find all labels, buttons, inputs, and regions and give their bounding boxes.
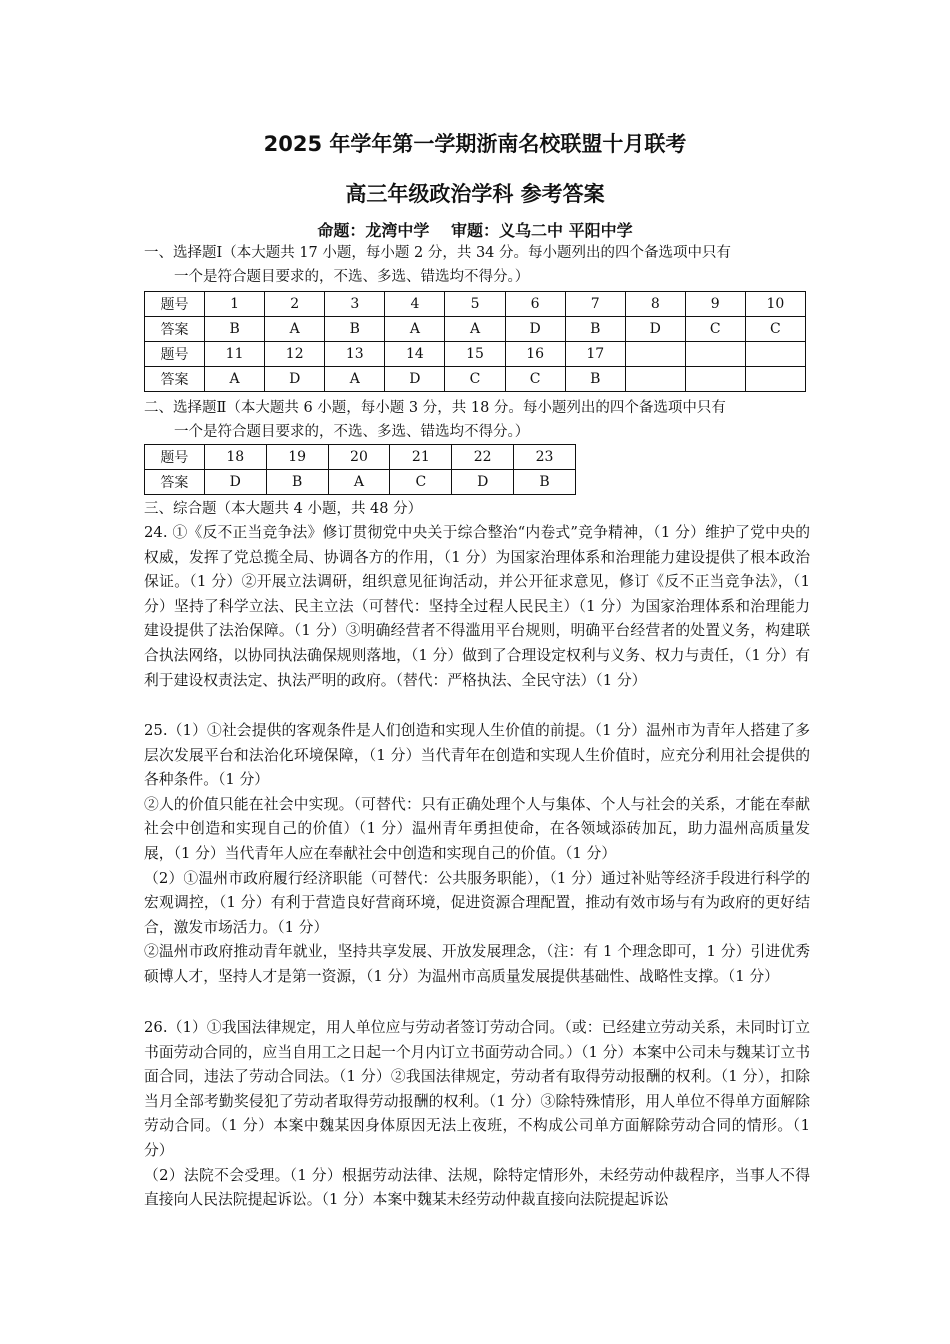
section1-answer-table — [144, 291, 806, 392]
answer-cell: D — [452, 470, 514, 495]
answer-cell: A — [205, 367, 265, 392]
section2-heading-line2: 一个是符合题目要求的，不选、多选、错选均不得分。） — [174, 424, 530, 440]
answer-cell: C — [445, 367, 505, 392]
answer-cell: B — [266, 470, 328, 495]
answer-cell: A — [325, 367, 385, 392]
question-number-row — [145, 342, 806, 367]
answer-cell: A — [265, 317, 325, 342]
question-number-cell: 19 — [266, 445, 328, 470]
answer-cell: A — [445, 317, 505, 342]
question-25-part1-point2: ②人的价值只能在社会中实现。（可替代：只有正确处理个人与集体、个人与社会的关系，才能在奉献社会中创造和实现自己的价值）（1 分）温州青年勇担使命，在各领域添砖加瓦，助力温州高质量发展，（1 分）当代青年人应在奉献社会中创造和实现自己的价值。（1 分） — [144, 795, 810, 862]
question-number-cell: 16 — [505, 342, 565, 367]
section2-heading — [144, 396, 824, 444]
question-25-part2-point1: （2）①温州市政府履行经济职能（可替代：公共服务职能），（1 分）通过补贴等经济手段进行科学的宏观调控，（1 分）有利于营造良好营商环境，促进资源合理配置，推动有效市场与有为政府的更好结合，激发市场活力。（1 分） — [144, 869, 810, 936]
answer-cell: D — [265, 367, 325, 392]
answer-cell: D — [625, 317, 685, 342]
question-number-cell: 23 — [514, 445, 576, 470]
answer-row — [145, 470, 576, 495]
answer-row — [145, 317, 806, 342]
answer-cell — [625, 367, 685, 392]
question-number-cell: 14 — [385, 342, 445, 367]
question-number-cell: 9 — [685, 292, 745, 317]
row-label-question: 题号 — [145, 342, 205, 367]
question-number-cell — [745, 342, 805, 367]
question-25-part2-point2: ②温州市政府推动青年就业，坚持共享发展、开放发展理念，（注：有 1 个理念即可，1 分）引进优秀硕博人才，坚持人才是第一资源，（1 分）为温州市高质量发展提供基础性、战略性支撑。（1 分） — [144, 943, 810, 985]
question-number-row — [145, 292, 806, 317]
answer-cell: C — [390, 470, 452, 495]
question-number-cell: 5 — [445, 292, 505, 317]
answer-cell: B — [514, 470, 576, 495]
question-24-answer — [144, 521, 810, 693]
question-number-cell — [685, 342, 745, 367]
row-label-question: 题号 — [145, 445, 205, 470]
question-number-cell: 11 — [205, 342, 265, 367]
row-label-answer: 答案 — [145, 317, 205, 342]
question-number-cell: 17 — [565, 342, 625, 367]
question-number-cell: 22 — [452, 445, 514, 470]
answer-cell — [685, 367, 745, 392]
question-number-cell: 12 — [265, 342, 325, 367]
section2-answer-table — [144, 444, 576, 495]
answer-cell: B — [565, 317, 625, 342]
question-26-answer — [144, 1016, 810, 1213]
question-26-part1: 26.（1）①我国法律规定，用人单位应与劳动者签订劳动合同。（或：已经建立劳动关系，未同时订立书面劳动合同的，应当自用工之日起一个月内订立书面劳动合同。）（1 分）本案中公司未与魏某订立书面合同，违法了劳动合同法。（1 分）②我国法律规定，劳动者有取得劳动报酬的权利。（1 分），扣除当月全部考勤奖侵犯了劳动者取得劳动报酬的权利。（1 分）③除特殊情形，用人单位不得单方面解除劳动合同。（1 分）本案中魏某因身体原因无法上夜班，不构成公司单方面解除劳动合同的情形。（1 分） — [144, 1019, 810, 1159]
question-number-cell: 10 — [745, 292, 805, 317]
answer-cell: C — [505, 367, 565, 392]
question-24-text: 24. ①《反不正当竞争法》修订贯彻党中央关于综合整治“内卷式”竞争精神，（1 分）维护了党中央的权威，发挥了党总揽全局、协调各方的作用，（1 分）为国家治理体系和治理能力建设提供了根本政治保证。（1 分）②开展立法调研，组织意见征询活动，并公开征求意见，修订《反不正当竞争法》，（1 分）坚持了科学立法、民主立法（可替代：坚持全过程人民民主）（1 分）为国家治理体系和治理能力建设提供了法治保障。（1 分）③明确经营者不得滥用平台规则，明确平台经营者的处置义务，构建联合执法网络，以协同执法确保规则落地，（1 分）做到了合理设定权利与义务、权力与责任，（1 分）有利于建设权责法定、执法严明的政府。（替代：严格执法、全民守法）（1 分） — [144, 524, 810, 689]
answer-cell: A — [385, 317, 445, 342]
section3-heading — [144, 497, 824, 521]
question-25-part1-point1: 25.（1）①社会提供的客观条件是人们创造和实现人生价值的前提。（1 分）温州市为青年人搭建了多层次发展平台和法治化环境保障，（1 分）当代青年在创造和实现人生价值时，应充分利用社会提供的各种条件。（1 分） — [144, 722, 810, 789]
section3-heading-text: 三、综合题（本大题共 4 小题，共 48 分） — [144, 501, 423, 517]
row-label-answer: 答案 — [145, 367, 205, 392]
question-number-cell: 2 — [265, 292, 325, 317]
authors-line: 命题：龙湾中学 审题：义乌二中 平阳中学 — [317, 221, 633, 240]
question-number-cell: 20 — [328, 445, 390, 470]
question-26-part2: （2）法院不会受理。（1 分）根据劳动法律、法规，除特定情形外，未经劳动仲裁程序，当事人不得直接向人民法院提起诉讼。（1 分）本案中魏某未经劳动仲裁直接向法院提起诉讼 — [144, 1166, 810, 1209]
answer-cell: C — [745, 317, 805, 342]
question-number-cell: 1 — [205, 292, 265, 317]
answer-cell: D — [204, 470, 266, 495]
question-number-cell: 8 — [625, 292, 685, 317]
exam-title: 2025 年学年第一学期浙南名校联盟十月联考 — [263, 132, 687, 156]
answer-cell: B — [565, 367, 625, 392]
answer-cell: B — [325, 317, 385, 342]
answer-cell: A — [328, 470, 390, 495]
answer-cell: C — [685, 317, 745, 342]
question-number-cell: 6 — [505, 292, 565, 317]
answer-cell: D — [385, 367, 445, 392]
question-number-row — [145, 445, 576, 470]
question-number-cell: 3 — [325, 292, 385, 317]
row-label-question: 题号 — [145, 292, 205, 317]
answer-cell: D — [505, 317, 565, 342]
section1-heading-line1: 一、选择题Ⅰ（本大题共 17 小题，每小题 2 分，共 34 分。每小题列出的四个备选项中只有 — [144, 245, 732, 261]
question-number-cell: 21 — [390, 445, 452, 470]
question-25-answer — [144, 719, 810, 990]
question-number-cell: 4 — [385, 292, 445, 317]
question-number-cell: 15 — [445, 342, 505, 367]
question-number-cell: 7 — [565, 292, 625, 317]
question-number-cell: 13 — [325, 342, 385, 367]
answer-key-subtitle: 高三年级政治学科 参考答案 — [345, 182, 605, 206]
answer-cell — [745, 367, 805, 392]
section2-heading-line1: 二、选择题Ⅱ（本大题共 6 小题，每小题 3 分，共 18 分。每小题列出的四个备选项中只有 — [144, 400, 726, 416]
answer-cell: B — [205, 317, 265, 342]
row-label-answer: 答案 — [145, 470, 205, 495]
section1-heading — [144, 241, 824, 289]
question-number-cell — [625, 342, 685, 367]
answer-row — [145, 367, 806, 392]
question-number-cell: 18 — [204, 445, 266, 470]
section1-heading-line2: 一个是符合题目要求的，不选、多选、错选均不得分。） — [174, 269, 530, 285]
